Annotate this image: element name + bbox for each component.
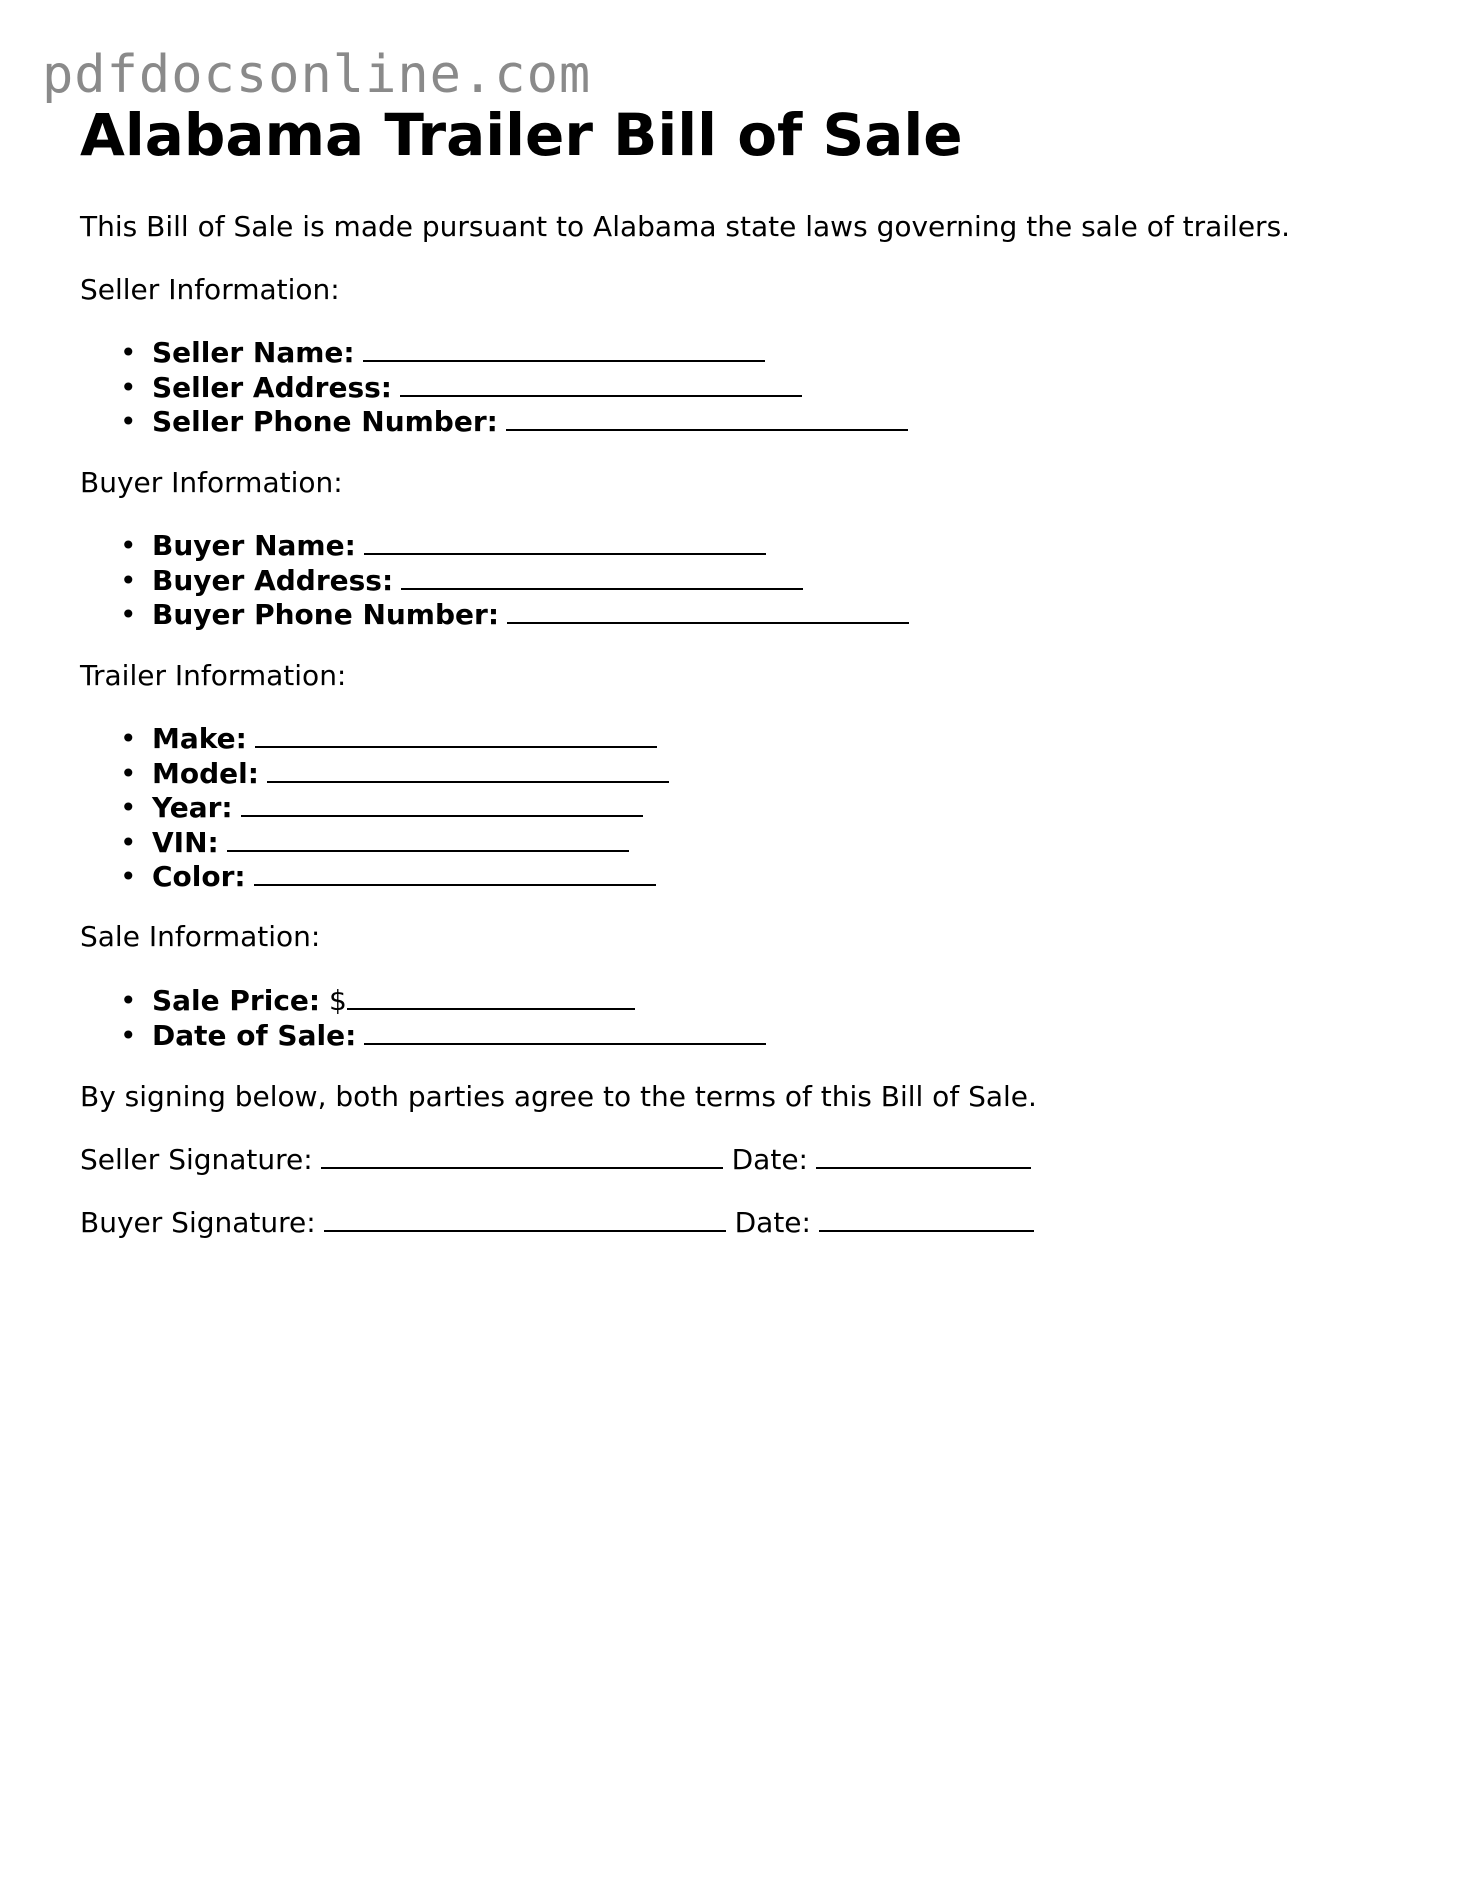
bullet-icon: •	[120, 336, 137, 369]
buyer-name-field[interactable]	[364, 529, 766, 555]
vin-field[interactable]	[227, 826, 629, 852]
color-label: Color:	[152, 860, 246, 893]
seller-name-label: Seller Name:	[152, 336, 355, 369]
buyer-signature-field[interactable]	[324, 1206, 726, 1232]
bullet-icon: •	[120, 984, 137, 1017]
bullet-icon: •	[120, 405, 137, 438]
list-item	[80, 791, 669, 826]
year-field[interactable]	[241, 791, 643, 817]
buyer-address-label: Buyer Address:	[152, 563, 394, 597]
list-item	[80, 598, 909, 633]
bullet-icon: •	[120, 791, 137, 824]
make-label: Make:	[152, 722, 247, 755]
sale-price-label: Sale Price:	[152, 984, 321, 1017]
seller-name-field[interactable]	[363, 336, 765, 362]
list-item	[80, 722, 669, 757]
currency-symbol: $	[329, 984, 347, 1017]
seller-date-label: Date:	[731, 1143, 808, 1176]
list-item	[80, 984, 766, 1019]
bullet-icon: •	[120, 563, 137, 597]
bullet-icon: •	[120, 370, 137, 404]
list-item	[80, 1019, 766, 1054]
buyer-address-field[interactable]	[401, 564, 803, 590]
agreement-paragraph: By signing below, both parties agree to the terms of this Bill of Sale.	[80, 1080, 1037, 1113]
seller-signature-field[interactable]	[321, 1143, 723, 1169]
document-title: Alabama Trailer Bill of Sale	[80, 101, 963, 169]
bullet-icon: •	[120, 1018, 137, 1052]
seller-signature-label: Seller Signature:	[80, 1143, 313, 1176]
date-of-sale-field[interactable]	[364, 1019, 766, 1045]
sale-field-list	[80, 984, 766, 1053]
bullet-icon: •	[120, 598, 137, 631]
watermark: pdfdocsonline.com	[42, 45, 592, 105]
list-item	[80, 405, 908, 440]
color-field[interactable]	[254, 860, 656, 886]
model-label: Model:	[152, 756, 259, 790]
seller-section-heading: Seller Information:	[80, 273, 340, 306]
seller-phone-field[interactable]	[506, 405, 908, 431]
make-field[interactable]	[255, 722, 657, 748]
seller-signature-line	[80, 1143, 1031, 1177]
seller-field-list	[80, 336, 908, 440]
seller-date-field[interactable]	[816, 1143, 1031, 1169]
bullet-icon: •	[120, 529, 137, 562]
trailer-section-heading: Trailer Information:	[80, 659, 347, 692]
list-item	[80, 529, 909, 564]
buyer-phone-field[interactable]	[507, 598, 909, 624]
vin-label: VIN:	[152, 825, 219, 859]
list-item	[80, 336, 908, 371]
list-item	[80, 757, 669, 792]
buyer-date-label: Date:	[734, 1206, 811, 1239]
seller-phone-label: Seller Phone Number:	[152, 405, 498, 438]
buyer-section-heading: Buyer Information:	[80, 466, 343, 499]
list-item	[80, 860, 669, 895]
seller-address-label: Seller Address:	[152, 370, 392, 404]
year-label: Year:	[152, 791, 233, 824]
date-of-sale-label: Date of Sale:	[152, 1018, 357, 1052]
buyer-phone-label: Buyer Phone Number:	[152, 598, 500, 631]
bullet-icon: •	[120, 756, 137, 790]
list-item	[80, 371, 908, 406]
bullet-icon: •	[120, 825, 137, 859]
model-field[interactable]	[267, 757, 669, 783]
seller-address-field[interactable]	[400, 371, 802, 397]
sale-price-field[interactable]	[347, 984, 635, 1010]
buyer-signature-line	[80, 1206, 1034, 1240]
sale-section-heading: Sale Information:	[80, 920, 321, 953]
list-item	[80, 564, 909, 599]
bullet-icon: •	[120, 722, 137, 755]
buyer-signature-label: Buyer Signature:	[80, 1206, 316, 1239]
intro-paragraph: This Bill of Sale is made pursuant to Alabama state laws governing the sale of trailers.	[80, 210, 1291, 243]
bullet-icon: •	[120, 860, 137, 893]
buyer-name-label: Buyer Name:	[152, 529, 356, 562]
list-item	[80, 826, 669, 861]
trailer-field-list	[80, 722, 669, 895]
buyer-field-list	[80, 529, 909, 633]
buyer-date-field[interactable]	[819, 1206, 1034, 1232]
